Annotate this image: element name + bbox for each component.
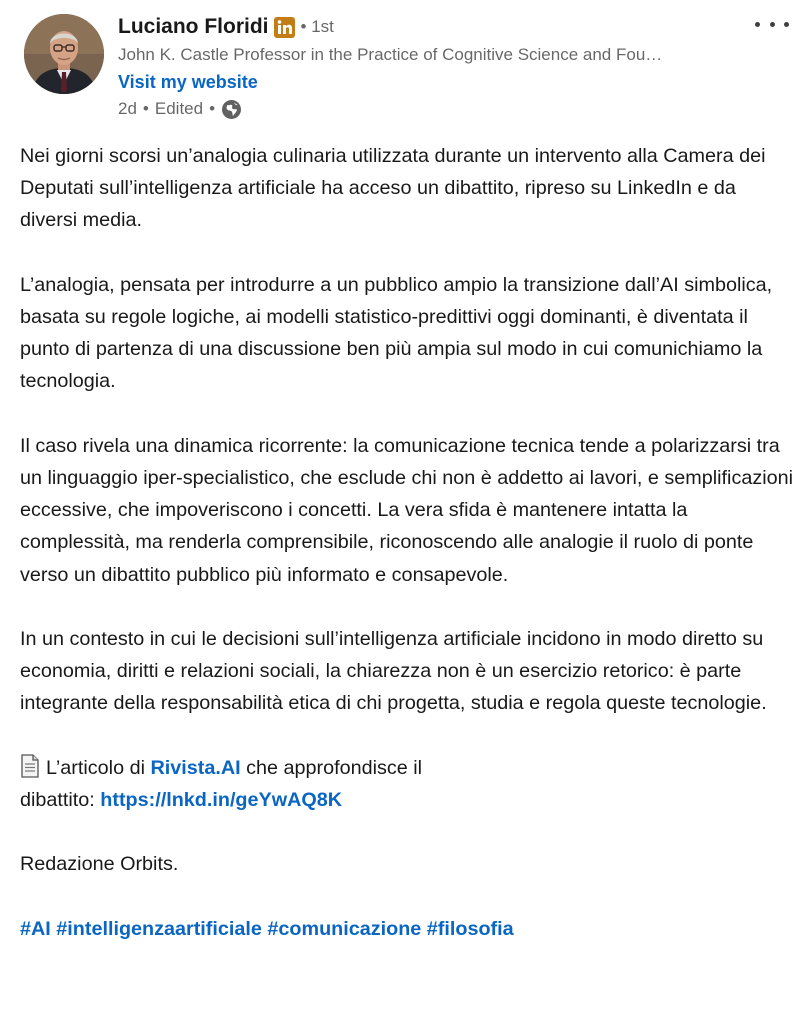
more-dot bbox=[784, 22, 789, 27]
post-signature: Redazione Orbits. bbox=[20, 853, 179, 876]
meta-separator: • bbox=[209, 99, 216, 118]
hashtag-filosofia[interactable]: #filosofia bbox=[426, 917, 514, 940]
article-middle: che approfondisce il bbox=[240, 756, 423, 779]
hashtag-intelligenzaartificiale[interactable]: #intelligenzaartificiale bbox=[56, 917, 262, 940]
visit-website-link[interactable]: Visit my website bbox=[118, 72, 258, 92]
rivista-ai-link[interactable]: Rivista.AI bbox=[150, 756, 241, 779]
hashtag-ai[interactable]: #AI bbox=[20, 917, 51, 940]
post-paragraph: In un contesto in cui le decisioni sull’intelligenza artificiale incidono in modo diretto su economia, diritti e relazioni sociali, la chiarezza non è un esercizio retorico: è parte integrante della responsabilità etica di chi progetta, studia e regola queste tecnologie. bbox=[20, 628, 767, 715]
hashtag-comunicazione[interactable]: #comunicazione bbox=[267, 917, 422, 940]
connection-degree: • 1st bbox=[300, 17, 334, 36]
post-meta bbox=[118, 96, 758, 122]
hashtag-list bbox=[20, 913, 795, 945]
article-reference bbox=[20, 752, 795, 816]
post-time: 2d bbox=[118, 99, 137, 118]
more-dot bbox=[770, 22, 775, 27]
edited-label: Edited bbox=[154, 99, 204, 118]
linkedin-premium-icon bbox=[274, 17, 295, 38]
globe-icon bbox=[221, 99, 242, 120]
article-url-link[interactable]: https://lnkd.in/geYwAQ8K bbox=[100, 789, 343, 811]
more-options-icon[interactable] bbox=[755, 14, 789, 34]
post-paragraph: L’analogia, pensata per introdurre a un pubblico ampio la transizione dall’AI simbolica, basata su regole logiche, ai modelli statistico-predittivi oggi dominanti, è diventata il punto di partenza di una discussione ben più ampia sul modo in cui comunichiamo la tecnologia. bbox=[20, 273, 773, 393]
author-name[interactable]: Luciano Floridi bbox=[118, 15, 269, 38]
document-icon bbox=[20, 754, 40, 778]
author-headline: John K. Castle Professor in the Practice of Cognitive Science and Fou… bbox=[118, 45, 663, 64]
connection-degree-label: 1st bbox=[311, 17, 334, 36]
name-row bbox=[118, 12, 758, 42]
more-dot bbox=[755, 22, 760, 27]
article-prefix: L’articolo di bbox=[46, 756, 151, 779]
article-line2-prefix: dibattito: bbox=[20, 789, 101, 811]
post-actor bbox=[118, 12, 758, 122]
meta-separator: • bbox=[142, 99, 149, 118]
post-paragraph: Il caso rivela una dinamica ricorrente: la comunicazione tecnica tende a polarizzarsi tra un linguaggio iper-specialistico, che esclude chi non è addetto ai lavori, e semplificazioni eccessive, che impoveriscono i concetti. La vera sfida è mantenere intatta la complessità, ma renderla comprensibile, riconoscendo alle analogie il ruolo di ponte verso un dibattito pubblico più informato e consapevole. bbox=[20, 434, 794, 586]
post-commentary bbox=[20, 140, 795, 977]
post-paragraph: Nei giorni scorsi un’analogia culinaria utilizzata durante un intervento alla Camera dei Deputati sull’intelligenza artificiale ha acceso un dibattito, ripreso su LinkedIn e da diversi media. bbox=[20, 145, 766, 232]
author-avatar[interactable] bbox=[24, 14, 104, 94]
